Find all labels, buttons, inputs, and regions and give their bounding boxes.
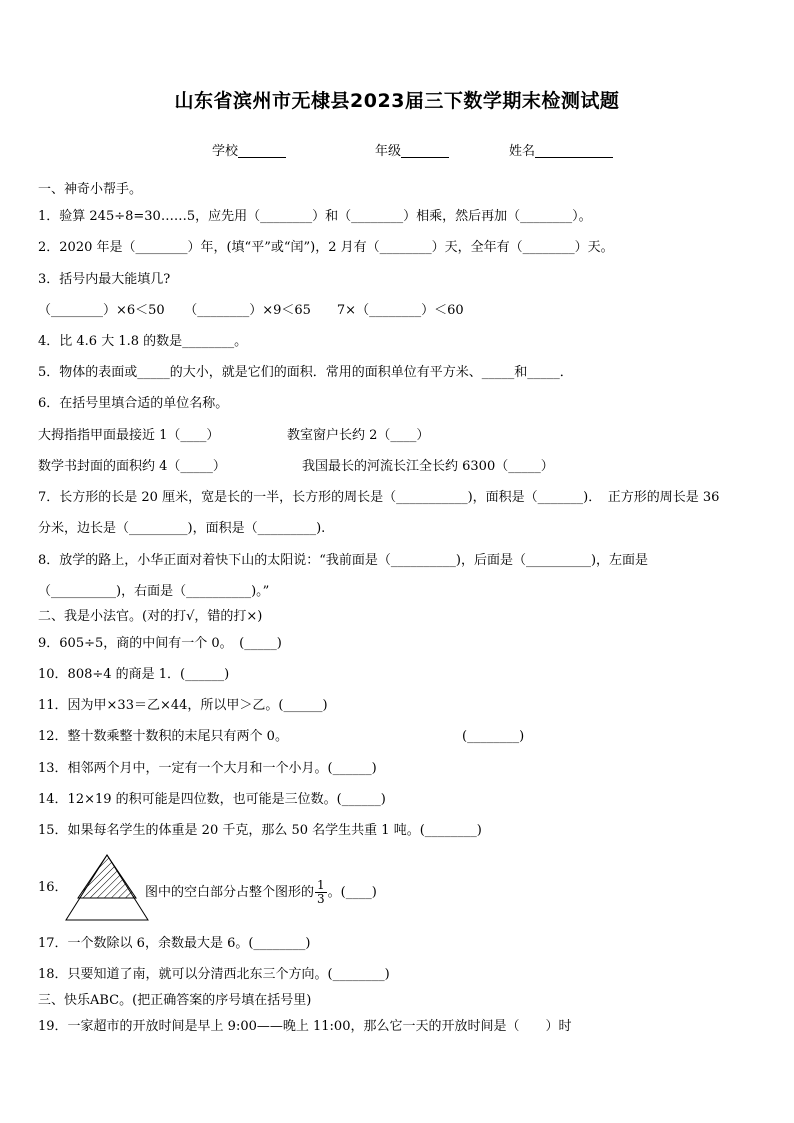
- page-title: 山东省滨州市无棣县2023届三下数学期末检测试题: [174, 90, 620, 112]
- section-3-heading: 三、快乐ABC。(把正确答案的序号填在括号里): [38, 993, 312, 1008]
- grade-field: [375, 140, 449, 159]
- section-2-heading: 二、我是小法官。(对的打√，错的打×): [38, 609, 263, 624]
- question-17: 17．一个数除以 6，余数最大是 6。(________): [38, 936, 311, 951]
- question-5: 5．物体的表面或_____的大小，就是它们的面积．常用的面积单位有平方米、_____和_____．: [38, 365, 573, 380]
- name-field: [509, 140, 613, 159]
- question-2: 2．2020 年是（________）年，(填“平”或“闰”)，2 月有（________）天，全年有（________）天。: [38, 240, 614, 255]
- question-15: 15．如果每名学生的体重是 20 千克，那么 50 名学生共重 1 吨。(________): [38, 823, 482, 838]
- question-16-text: 图中的空白部分占整个图形的: [145, 885, 315, 900]
- question-10: 10．808÷4 的商是 1．(______): [38, 667, 230, 682]
- question-6c: 数学书封面的面积约 4（_____）: [38, 459, 226, 474]
- question-6a: 大拇指指甲面最接近 1（____）: [38, 428, 220, 443]
- question-4: 4．比 4.6 大 1.8 的数是________。: [38, 334, 248, 349]
- question-12-blank: (________): [462, 729, 525, 744]
- question-13: 13．相邻两个月中，一定有一个大月和一个小月。(______): [38, 761, 377, 776]
- fraction-numerator: 1: [317, 878, 325, 892]
- question-3-items: （________）×6＜50 （________）×9＜65 7×（________）＜60: [38, 303, 464, 318]
- name-label: 姓名: [509, 144, 536, 159]
- question-6: 6．在括号里填合适的单位名称。: [38, 396, 229, 411]
- fraction-denominator: 3: [317, 892, 325, 906]
- school-blank: [238, 144, 286, 158]
- question-18: 18．只要知道了南，就可以分清西北东三个方向。(________): [38, 967, 390, 982]
- question-7b: 分米，边长是（_________)，面积是（_________).: [38, 521, 326, 536]
- school-label: 学校: [212, 144, 239, 159]
- shaded-region: [78, 855, 136, 898]
- question-16-number: 16．: [38, 880, 68, 895]
- question-8b: （__________)，右面是（__________)。”: [38, 584, 270, 599]
- question-16: [145, 879, 377, 906]
- question-19: 19．一家超市的开放时间是早上 9:00——晚上 11:00，那么它一天的开放时间是（ ）时: [38, 1019, 572, 1034]
- school-field: [212, 140, 286, 159]
- question-3: 3．括号内最大能填几?: [38, 272, 171, 287]
- fraction-one-third: [315, 879, 327, 906]
- section-1-heading: 一、神奇小帮手。: [38, 182, 143, 197]
- grade-label: 年级: [375, 144, 402, 159]
- question-9: 9．605÷5，商的中间有一个 0。 (_____): [38, 636, 282, 651]
- question-8a: 8．放学的路上，小华正面对着快下山的太阳说：“我前面是（__________)，后面是（__________)，左面是: [38, 553, 649, 568]
- question-7a: 7．长方形的长是 20 厘米，宽是长的一半，长方形的周长是（___________)，面积是（_______)． 正方形的周长是 36: [38, 490, 720, 505]
- question-6d: 我国最长的河流长江全长约 6300（_____）: [302, 459, 554, 474]
- name-blank: [535, 144, 613, 158]
- triangle-figure: [64, 853, 150, 923]
- grade-blank: [401, 144, 449, 158]
- question-6b: 教室窗户长约 2（____）: [287, 428, 430, 443]
- question-11: 11．因为甲×33＝乙×44，所以甲＞乙。(______): [38, 698, 328, 713]
- question-1: 1．验算 245÷8=30……5，应先用（________）和（________）相乘，然后再加（________）。: [38, 209, 592, 224]
- question-16-tail: 。(____): [327, 885, 377, 900]
- question-14: 14．12×19 的积可能是四位数，也可能是三位数。(______): [38, 792, 386, 807]
- question-12: 12．整十数乘整十数积的末尾只有两个 0。: [38, 729, 288, 744]
